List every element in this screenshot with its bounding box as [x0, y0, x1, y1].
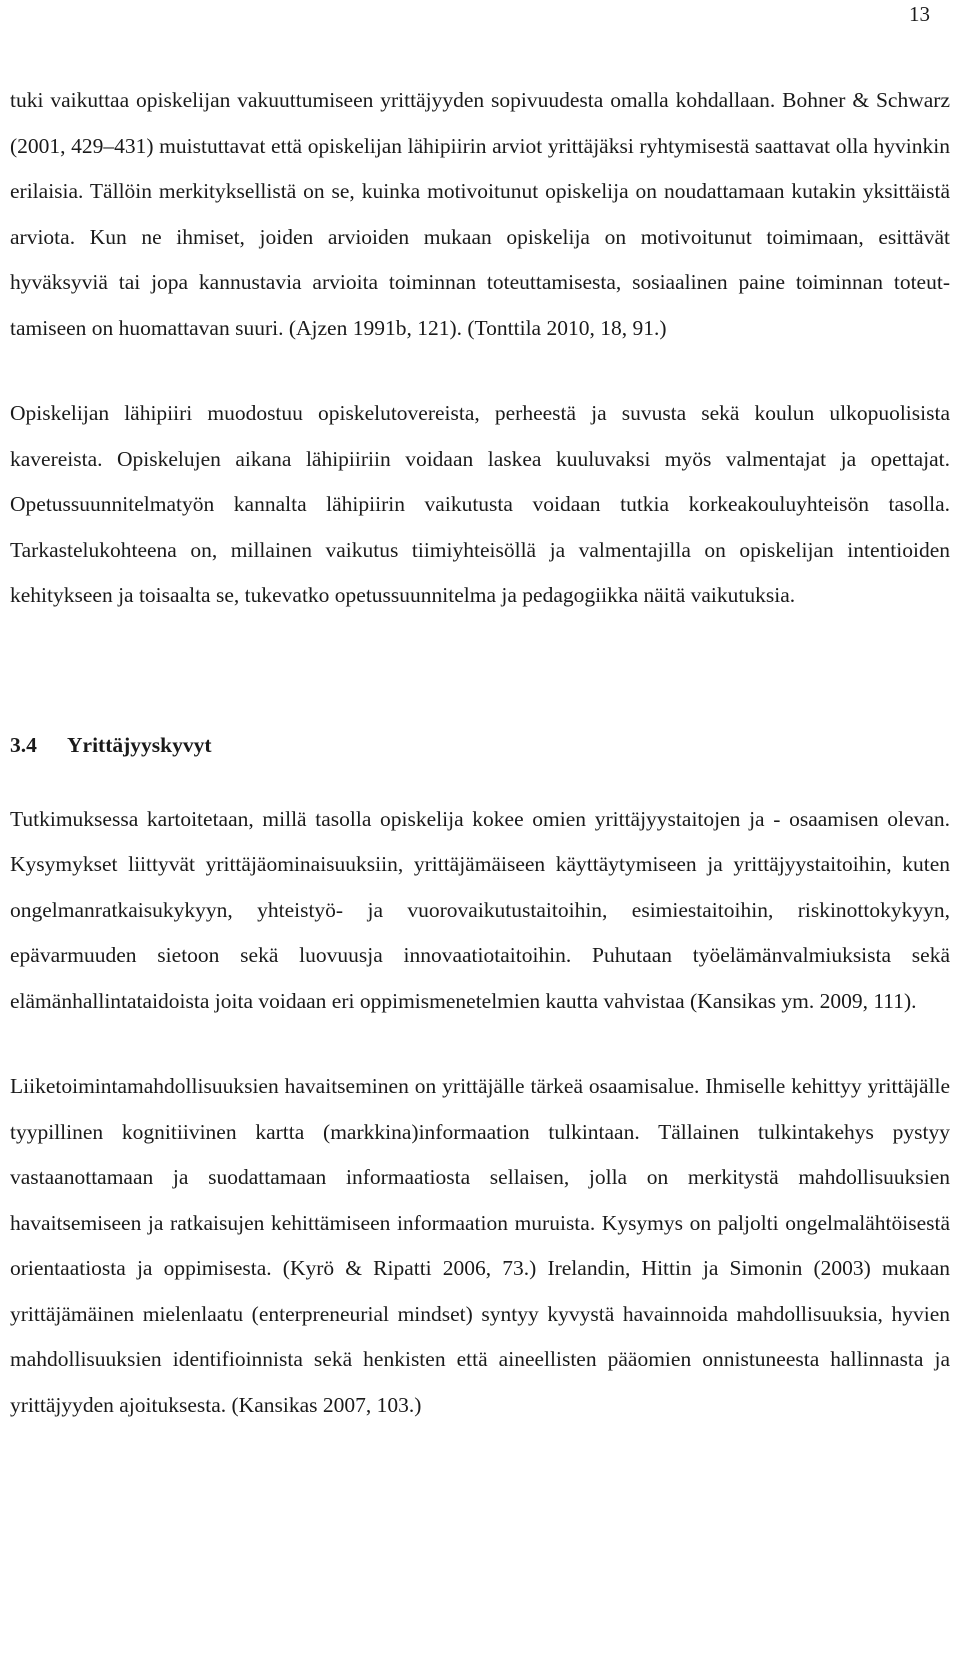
section-heading — [10, 731, 950, 759]
page-body — [10, 78, 950, 1428]
section-number: 3.4 — [10, 732, 37, 757]
paragraph-spacer — [10, 351, 950, 391]
page-number: 13 — [909, 2, 930, 26]
heading-spacer — [10, 759, 950, 797]
paragraph-entrepreneurial-skills: Tutkimuksessa kartoitetaan, millä tasolla opiskelija kokee omien yrittäjyystaitojen ja - osaamisen olevan. Kysymykset liittyvät yrittäjäominaisuuksiin, yrittäjämäiseen käyttäytymiseen ja yrittäjyystaitoihin, kuten ongelmanratkaisukykyyn, yhteistyö- ja vuorovaikutustaitoihin, esimiestaitoihin, riskinottokykyyn, epävarmuuden sietoon sekä luovuusja innovaatiotaitoihin. Puhutaan työelämänvalmiuksista sekä elämänhallintataidoista joita voidaan eri oppimismenetelmien kautta vahvistaa (Kansikas ym. 2009, 111). — [10, 806, 950, 1013]
paragraph-peer-influence: tuki vaikuttaa opiskelijan vakuuttumiseen yrittäjyyden sopivuudesta omalla kohdallaan. Bohner & Schwarz (2001, 429–431) muistuttavat että opiskelijan lähipiirin arviot yrittäjäksi ryhtymisestä saattavat olla hyvinkin erilaisia. Tällöin merkityksellistä on se, kuinka motivoitunut opiskelija on noudattamaan kutakin yksittäistä arviota. Kun ne ihmiset, joiden arvioiden mukaan opiskelija on motivoitunut toimimaan, esittävät hyväksyviä tai jopa kannustavia arvioita toiminnan toteuttamisesta, sosiaalinen paine toiminnan toteuttamiseen on huomattavan suuri. (Ajzen 1991b, 121). (Tonttila 2010, 18, 91.) — [10, 88, 950, 340]
heading-spacer — [10, 619, 950, 731]
paragraph-opportunity-recognition: Liiketoimintamahdollisuuksien havaitseminen on yrittäjälle tärkeä osaamisalue. Ihmiselle kehittyy yrittäjälle tyypillinen kognitiivinen kartta (markkina)informaation tulkintaan. Tällainen tulkintakehys pystyy vastaanottamaan ja suodattamaan informaatiosta sellaisen, jolla on merkitystä mahdollisuuksien havaitsemiseen ja ratkaisujen kehittämiseen informaation muruista. Kysymys on paljolti ongelmalähtöisestä orientaatiosta ja oppimisesta. (Kyrö & Ripatti 2006, 73.) Irelandin, Hittin ja Simonin (2003) mukaan yrittäjämäinen mielenlaatu (enterpreneurial mindset) syntyy kyvystä havainnoida mahdollisuuksia, hyvien mahdollisuuksien identifioinnista sekä henkisten että aineellisten pääomien onnistuneesta hallinnasta ja yrittäjyyden ajoituksesta. (Kansikas 2007, 103.) — [10, 1074, 950, 1417]
paragraph-student-circle: Opiskelijan lähipiiri muodostuu opiskelutovereista, perheestä ja suvusta sekä koulun ulkopuolisista kavereista. Opiskelujen aikana lähipiiriin voidaan laskea kuuluvaksi myös valmentajat ja opettajat. Opetussuunnitelmatyön kannalta lähipiirin vaikutusta voidaan tutkia korkeakouluyhteisön tasolla. Tarkastelukohteena on, millainen vaikutus tiimiyhteisöllä ja valmentajilla on opiskelijan intentioiden kehitykseen ja toisaalta se, tukevatko opetussuunnitelma ja pedagogiikka näitä vaikutuksia. — [10, 401, 950, 607]
section-title: Yrittäjyyskyvyt — [67, 732, 212, 757]
paragraph-spacer — [10, 1024, 950, 1064]
